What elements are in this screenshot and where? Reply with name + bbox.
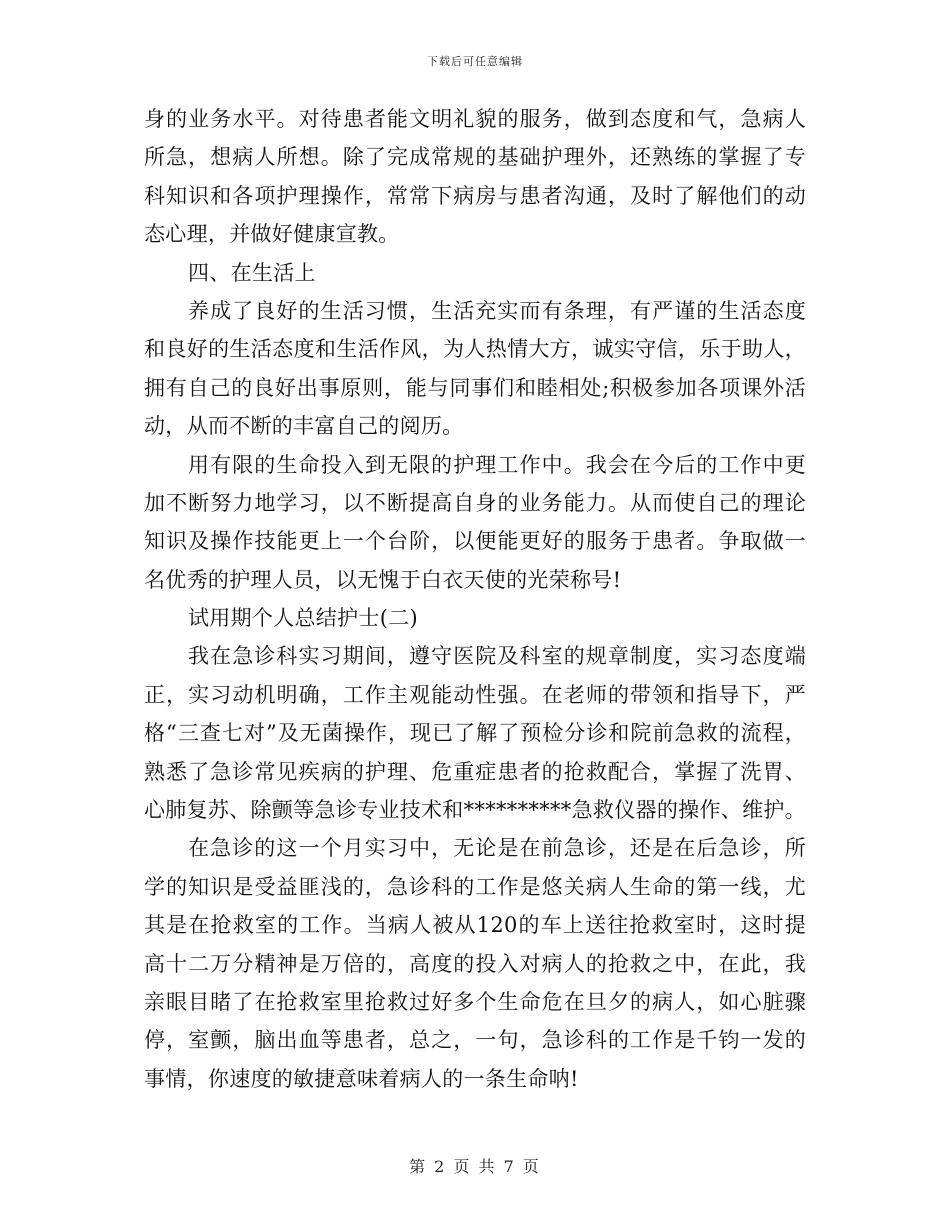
- body-text-line: 加不断努力地学习，以不断提高自身的业务能力。从而使自己的理论: [144, 490, 806, 515]
- body-text-line: 动，从而不断的丰富自己的阅历。: [144, 414, 464, 439]
- body-text-line: 亲眼目睹了在抢救室里抢救过好多个生命危在旦夕的病人，如心脏骤: [144, 989, 806, 1014]
- body-text-line: 高十二万分精神是万倍的，高度的投入对病人的抢救之中，在此，我: [144, 951, 806, 976]
- body-text-line: 名优秀的护理人员，以无愧于白衣天使的光荣称号!: [144, 567, 622, 592]
- body-text-line: 用有限的生命投入到无限的护理工作中。我会在今后的工作中更: [188, 452, 806, 477]
- page-header: 下载后可任意编辑: [427, 55, 523, 68]
- body-text-line: 熟悉了急诊常见疾病的护理、危重症患者的抢救配合，掌握了洗胃、: [144, 759, 806, 784]
- body-text-line: 态心理，并做好健康宣教。: [144, 222, 400, 247]
- page-footer: 第 2 页 共 7 页: [409, 1157, 541, 1176]
- body-text-line: 停，室颤，脑出血等患者，总之，一句，急诊科的工作是千钧一发的: [144, 1028, 806, 1053]
- body-text-line: 科知识和各项护理操作，常常下病房与患者沟通，及时了解他们的动: [144, 183, 806, 208]
- body-text-line: 我在急诊科实习期间，遵守医院及科室的规章制度，实习态度端: [188, 644, 806, 669]
- body-text-line: 四、在生活上: [188, 260, 316, 285]
- body-text-line: 知识及操作技能更上一个台阶，以便能更好的服务于患者。争取做一: [144, 529, 806, 554]
- body-text-line: 所急，想病人所想。除了完成常规的基础护理外，还熟练的掌握了专: [144, 145, 806, 170]
- body-text-line: 其是在抢救室的工作。当病人被从120的车上送往抢救室时，这时提: [144, 913, 806, 938]
- body-text-line: 在急诊的这一个月实习中，无论是在前急诊，还是在后急诊，所: [188, 836, 806, 861]
- document-body: [144, 100, 806, 1098]
- body-text-line: 试用期个人总结护士(二): [188, 606, 418, 631]
- body-text-line: 格“三查七对”及无菌操作，现已了解了预检分诊和院前急救的流程，: [144, 721, 806, 746]
- body-text-line: 学的知识是受益匪浅的，急诊科的工作是悠关病人生命的第一线，尤: [144, 874, 806, 899]
- body-text-line: 养成了良好的生活习惯，生活充实而有条理，有严谨的生活态度: [188, 298, 806, 323]
- body-text-line: 拥有自己的良好出事原则，能与同事们和睦相处;积极参加各项课外活: [144, 375, 806, 400]
- body-text-line: 身的业务水平。对待患者能文明礼貌的服务，做到态度和气，急病人: [144, 107, 806, 131]
- body-text-line: 正，实习动机明确，工作主观能动性强。在老师的带领和指导下，严: [144, 682, 806, 707]
- body-text-line: 心肺复苏、除颤等急诊专业技术和**********急救仪器的操作、维护。: [144, 798, 806, 823]
- body-text-line: 事情，你速度的敏捷意味着病人的一条生命呐!: [144, 1066, 579, 1091]
- body-text-line: 和良好的生活态度和生活作风，为人热情大方，诚实守信，乐于助人，: [144, 337, 806, 362]
